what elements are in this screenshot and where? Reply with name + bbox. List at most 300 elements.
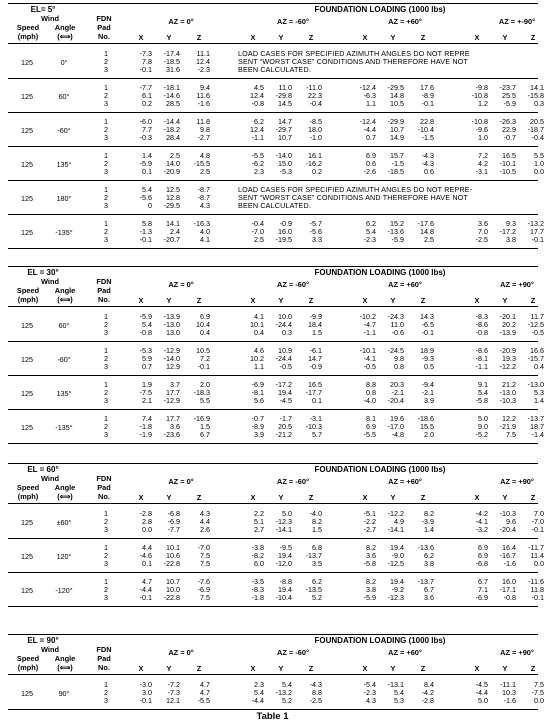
value-column-10 (490, 118, 516, 143)
axis-header-z: Z (196, 664, 202, 673)
cell-value: -0.1 (531, 593, 544, 603)
cell-value: 10.0 (278, 312, 292, 321)
pad-number: 2 (104, 517, 108, 527)
value-column-0 (126, 381, 152, 406)
cell-value: 6.7 (424, 585, 434, 595)
cell-value: 6.9 (366, 151, 376, 160)
cell-value: -29.7 (275, 125, 292, 135)
pad-number: 2 (104, 585, 108, 595)
note-line: SENT “WORST CASE” CONDITIONS AND THEREFORE HAVE NOT (238, 193, 468, 203)
pad-numbers (100, 220, 112, 245)
value-column-9 (462, 84, 488, 109)
cell-value: 2.5 (170, 151, 180, 160)
cell-value: -7.7 (167, 525, 180, 535)
value-column-1 (154, 510, 180, 535)
cell-value: -18.2 (163, 125, 180, 135)
value-column-10 (490, 347, 516, 372)
value-column-0 (126, 510, 152, 535)
axis-header-z: Z (420, 296, 426, 305)
cell-value: 1.0 (478, 133, 488, 143)
value-column-10 (490, 220, 516, 245)
cell-value: -3.0 (139, 680, 152, 689)
cell-value: 1.2 (478, 99, 488, 109)
no-label: No. (98, 295, 110, 304)
cell-value: -0.1 (421, 328, 434, 338)
cell-value: 10.1 (166, 543, 180, 552)
cell-value: 0.0 (534, 167, 544, 177)
cell-value: -13.2 (527, 219, 544, 228)
cell-value: -5.9 (139, 312, 152, 321)
table-row (8, 376, 544, 410)
value-column-3 (238, 381, 264, 406)
pad-number: 1 (104, 312, 108, 321)
cell-value: -0.1 (139, 593, 152, 603)
cell-value: -8.9 (421, 91, 434, 101)
pad-number: 2 (104, 422, 108, 432)
cell-value: -8.8 (279, 577, 292, 586)
cell-value: -0.9 (279, 219, 292, 228)
value-column-8 (408, 544, 434, 569)
wind-speed: 125 (21, 58, 33, 67)
wind-speed: 125 (21, 423, 33, 432)
cell-value: 4.9 (394, 517, 404, 527)
axis-header-x: X (138, 33, 144, 42)
cell-value: 11.7 (530, 312, 544, 321)
pad-numbers (100, 681, 112, 706)
axis-header-y: Y (166, 664, 172, 673)
value-column-2 (184, 544, 210, 569)
cell-value: -4.1 (363, 354, 376, 364)
table-row (8, 215, 544, 249)
cell-value: 9.4 (200, 83, 210, 92)
cell-value: -10.8 (471, 117, 488, 126)
cell-value: -26.3 (499, 117, 516, 126)
cell-value: 2.6 (200, 525, 210, 535)
table-row (8, 147, 544, 181)
cell-value: -5.3 (279, 167, 292, 177)
cell-value: -8.7 (197, 185, 210, 194)
value-column-8 (408, 84, 434, 109)
cell-value: 7.5 (200, 559, 210, 569)
no-label: No. (98, 492, 110, 501)
cell-value: -20.4 (387, 396, 404, 406)
cell-value: 6.9 (200, 312, 210, 321)
azimuth-header-1: AZ = -60° (277, 280, 309, 289)
value-column-1 (154, 681, 180, 706)
cell-value: -4.0 (309, 509, 322, 518)
cell-value: -22.8 (163, 593, 180, 603)
cell-value: 20.5 (530, 117, 544, 126)
cell-value: -11.0 (306, 83, 322, 92)
not-calculated-note (238, 50, 538, 75)
wind-speed: 125 (21, 518, 33, 527)
foundation-loading-title: FOUNDATION LOADING (1000 lbs) (314, 268, 446, 277)
cell-value: -2.2 (363, 517, 376, 527)
wind-angle: 120° (56, 552, 72, 561)
cell-value: -12.2 (499, 362, 516, 372)
cell-value: 11.8 (196, 117, 210, 126)
cell-value: 20.5 (278, 422, 292, 432)
cell-value: -2.8 (139, 509, 152, 518)
value-column-5 (296, 152, 322, 177)
pad-number: 3 (104, 167, 108, 177)
cell-value: 4.2 (478, 159, 488, 169)
value-column-8 (408, 220, 434, 245)
cell-value: -10.4 (417, 125, 434, 135)
cell-value: 5.0 (478, 696, 488, 706)
cell-value: 5.7 (312, 430, 322, 440)
cell-value: 14.5 (278, 99, 292, 109)
value-column-5 (296, 681, 322, 706)
value-column-4 (266, 578, 292, 603)
wind-angle: 60° (58, 321, 70, 330)
cell-value: -2.7 (363, 525, 376, 535)
cell-value: 8.4 (424, 680, 434, 689)
cell-value: 14.8 (390, 91, 404, 101)
note-line: LOAD CASES FOR SPECIFIED AZIMUTH ANGLES DO NOT REPRE (238, 49, 470, 58)
axis-header-x: X (138, 296, 144, 305)
value-column-4 (266, 681, 292, 706)
value-column-3 (238, 578, 264, 603)
cell-value: 2.5 (200, 167, 210, 177)
value-column-5 (296, 220, 322, 245)
axis-header-y: Y (278, 493, 284, 502)
cell-value: 4.7 (200, 680, 210, 689)
cell-value: 5.0 (478, 414, 488, 423)
cell-value: -7.5 (531, 688, 544, 698)
cell-value: -20.7 (163, 235, 180, 245)
cell-value: 10.7 (278, 133, 292, 143)
cell-value: -20.4 (499, 525, 516, 535)
value-column-2 (184, 510, 210, 535)
cell-value: -8.6 (475, 320, 488, 330)
foundation-loading-title: FOUNDATION LOADING (1000 lbs) (314, 636, 446, 645)
cell-value: -10.3 (305, 422, 322, 432)
cell-value: 12.4 (196, 57, 210, 67)
value-column-6 (350, 347, 376, 372)
cell-value: 19.6 (390, 414, 404, 423)
value-column-9 (462, 510, 488, 535)
cell-value: 10.6 (166, 551, 180, 561)
wind-label: Wind (41, 645, 59, 654)
no-label: No. (98, 663, 110, 672)
cell-value: 9.8 (200, 125, 210, 135)
axis-header-z: Z (420, 493, 426, 502)
cell-value: 1.4 (534, 396, 544, 406)
cell-value: -17.6 (417, 219, 434, 228)
cell-value: -8.7 (197, 193, 210, 203)
speed-label: Speed (16, 286, 40, 295)
cell-value: 19.4 (390, 543, 404, 552)
value-column-9 (462, 681, 488, 706)
cell-value: -9.6 (475, 125, 488, 135)
axis-header-z: Z (196, 33, 202, 42)
cell-value: -7.5 (139, 388, 152, 398)
cell-value: 9.1 (478, 380, 488, 389)
cell-value: -24.3 (387, 312, 404, 321)
pad-numbers (100, 313, 112, 338)
pad-number: 1 (104, 680, 108, 689)
cell-value: 4.3 (366, 696, 376, 706)
note-line: SENT “WORST CASE” CONDITIONS AND THEREFORE HAVE NOT (238, 57, 468, 67)
cell-value: 5.4 (254, 688, 264, 698)
pad-numbers (100, 186, 112, 211)
value-column-3 (238, 118, 264, 143)
cell-value: -10.8 (471, 91, 488, 101)
cell-value: 8.2 (312, 517, 322, 527)
cell-value: 14.1 (530, 83, 544, 92)
section-top-rule (8, 266, 538, 267)
cell-value: -13.0 (499, 388, 516, 398)
value-column-2 (184, 578, 210, 603)
cell-value: 0.0 (534, 559, 544, 569)
cell-value: -11.1 (500, 680, 516, 689)
value-column-1 (154, 347, 180, 372)
pad-number: 3 (104, 328, 108, 338)
cell-value: -4.8 (391, 430, 404, 440)
cell-value: -9.8 (475, 83, 488, 92)
pad-number: 1 (104, 151, 108, 160)
cell-value: -1.9 (139, 430, 152, 440)
cell-value: 13.0 (166, 328, 180, 338)
foundation-loading-title: FOUNDATION LOADING (1000 lbs) (314, 5, 446, 14)
cell-value: -15.7 (527, 354, 544, 364)
table-row (8, 342, 544, 376)
not-calculated-note (238, 186, 538, 211)
axis-header-x: X (474, 33, 480, 42)
cell-value: 16.0 (502, 577, 516, 586)
foundation-loading-title: FOUNDATION LOADING (1000 lbs) (314, 465, 446, 474)
pad-number: 1 (104, 346, 108, 355)
section-top-rule (8, 3, 538, 4)
cell-value: 16.5 (502, 151, 516, 160)
cell-value: 3.8 (366, 585, 376, 595)
cell-value: -0.9 (309, 362, 322, 372)
cell-value: -7.2 (167, 680, 180, 689)
wind-speed: 125 (21, 194, 33, 203)
cell-value: 0.2 (312, 167, 322, 177)
table-row (8, 308, 544, 342)
cell-value: 7.1 (478, 585, 488, 595)
cell-value: 8.2 (366, 543, 376, 552)
section-bottom-rule (8, 709, 538, 710)
cell-value: -9.5 (279, 543, 292, 552)
cell-value: -1.0 (309, 133, 322, 143)
cell-value: -12.9 (163, 396, 180, 406)
value-column-3 (238, 415, 264, 440)
value-column-8 (408, 118, 434, 143)
cell-value: 10.7 (166, 577, 180, 586)
cell-value: 8.2 (366, 577, 376, 586)
value-column-1 (154, 544, 180, 569)
cell-value: -14.1 (387, 525, 404, 535)
cell-value: -9.2 (391, 585, 404, 595)
cell-value: 9.8 (394, 354, 404, 364)
cell-value: -6.9 (475, 593, 488, 603)
value-column-7 (378, 510, 404, 535)
cell-value: 5.4 (142, 320, 152, 330)
cell-value: 28.4 (166, 133, 180, 143)
cell-value: 7.5 (200, 593, 210, 603)
cell-value: 1.0 (534, 159, 544, 169)
cell-value: 5.9 (142, 354, 152, 364)
value-column-4 (266, 510, 292, 535)
cell-value: -15.5 (193, 159, 210, 169)
cell-value: -13.7 (527, 414, 544, 423)
cell-value: -20.1 (499, 312, 516, 321)
cell-value: -4.7 (363, 320, 376, 330)
axis-header-x: X (362, 296, 368, 305)
pad-numbers (100, 510, 112, 535)
value-column-0 (126, 578, 152, 603)
cell-value: 5.4 (282, 680, 292, 689)
pad-number: 2 (104, 320, 108, 330)
speed-unit: (mph) (17, 295, 39, 304)
cell-value: -11.6 (528, 577, 544, 586)
value-column-1 (154, 152, 180, 177)
value-column-7 (378, 347, 404, 372)
value-column-0 (126, 118, 152, 143)
wind-speed: 125 (21, 321, 33, 330)
value-column-3 (238, 681, 264, 706)
table-section-3 (8, 634, 544, 710)
value-column-9 (462, 220, 488, 245)
cell-value: 3.9 (424, 396, 434, 406)
value-column-2 (184, 84, 210, 109)
cell-value: -20.9 (163, 167, 180, 177)
cell-value: -0.8 (251, 99, 264, 109)
section-top-rule (8, 463, 538, 464)
cell-value: 7.5 (200, 551, 210, 561)
cell-value: -14.0 (275, 151, 292, 160)
pad-number: 1 (104, 577, 108, 586)
value-column-9 (462, 381, 488, 406)
azimuth-header-0: AZ = 0° (168, 648, 194, 657)
cell-value: -3.2 (475, 525, 488, 535)
value-column-2 (184, 152, 210, 177)
value-column-9 (462, 347, 488, 372)
cell-value: 3.8 (424, 559, 434, 569)
cell-value: 5.8 (142, 219, 152, 228)
cell-value: -20.9 (499, 346, 516, 355)
value-column-1 (154, 313, 180, 338)
cell-value: 12.1 (166, 696, 180, 706)
cell-value: 22.3 (308, 91, 322, 101)
value-column-2 (184, 347, 210, 372)
cell-value: -12.2 (387, 509, 404, 518)
cell-value: 2.0 (424, 430, 434, 440)
value-column-3 (238, 313, 264, 338)
cell-value: -18.1 (163, 83, 180, 92)
value-column-7 (378, 381, 404, 406)
cell-value: 17.7 (166, 414, 180, 423)
angle-label: Angle (54, 654, 76, 663)
value-column-6 (350, 118, 376, 143)
cell-value: 18.0 (308, 125, 322, 135)
cell-value: -0.4 (309, 99, 322, 109)
value-column-9 (462, 544, 488, 569)
cell-value: -12.3 (387, 593, 404, 603)
cell-value: -9.3 (421, 354, 434, 364)
cell-value: 25.5 (502, 91, 516, 101)
value-column-6 (350, 220, 376, 245)
cell-value: 5.5 (200, 396, 210, 406)
wind-angle: -135° (55, 423, 73, 432)
section-bottom-rule (8, 443, 538, 444)
pad-numbers (100, 118, 112, 143)
wind-speed: 125 (21, 355, 33, 364)
cell-value: 2.3 (254, 680, 264, 689)
axis-header-y: Y (278, 296, 284, 305)
value-column-3 (238, 152, 264, 177)
section-bottom-rule (8, 248, 538, 249)
cell-value: 2.5 (424, 235, 434, 245)
pad-number: 3 (104, 396, 108, 406)
cell-value: 12.2 (502, 414, 516, 423)
cell-value: 4.1 (254, 312, 264, 321)
cell-value: -24.4 (275, 354, 292, 364)
cell-value: -0.5 (531, 328, 544, 338)
cell-value: -12.4 (359, 117, 376, 126)
cell-value: -6.8 (167, 509, 180, 518)
value-column-0 (126, 50, 152, 75)
cell-value: -5.9 (139, 159, 152, 169)
cell-value: -0.5 (363, 362, 376, 372)
cell-value: -21.9 (499, 422, 516, 432)
azimuth-header-2: AZ = +60° (388, 17, 422, 26)
cell-value: -0.4 (531, 133, 544, 143)
cell-value: -13.7 (305, 551, 322, 561)
value-column-2 (184, 118, 210, 143)
cell-value: -10.5 (499, 167, 516, 177)
pad-number: 2 (104, 688, 108, 698)
pad-numbers (100, 544, 112, 569)
cell-value: 19.4 (278, 551, 292, 561)
cell-value: 4.1 (200, 235, 210, 245)
value-column-2 (184, 186, 210, 211)
cell-value: 9.0 (478, 422, 488, 432)
cell-value: -13.7 (417, 577, 434, 586)
cell-value: -1.5 (421, 133, 434, 143)
cell-value: -13.6 (417, 543, 434, 552)
cell-value: 3.6 (424, 593, 434, 603)
value-column-11 (518, 220, 544, 245)
axis-header-y: Y (502, 296, 508, 305)
cell-value: -12.5 (527, 320, 544, 330)
axis-header-y: Y (390, 296, 396, 305)
cell-value: 1.5 (312, 328, 322, 338)
header-rule (8, 43, 538, 44)
cell-value: 16.1 (308, 151, 322, 160)
cell-value: 20.2 (502, 320, 516, 330)
cell-value: -5.5 (197, 696, 210, 706)
pad-number: 1 (104, 543, 108, 552)
cell-value: -12.5 (387, 559, 404, 569)
cell-value: -8.3 (251, 585, 264, 595)
value-column-10 (490, 152, 516, 177)
cell-value: -0.1 (139, 65, 152, 75)
value-column-0 (126, 186, 152, 211)
wind-angle: -135° (55, 228, 73, 237)
wind-angle: -120° (55, 586, 73, 595)
cell-value: -7.0 (531, 517, 544, 527)
cell-value: -5.6 (309, 227, 322, 237)
cell-value: -12.4 (359, 83, 376, 92)
cell-value: 5.2 (282, 696, 292, 706)
cell-value: -0.8 (139, 328, 152, 338)
cell-value: -18.5 (163, 57, 180, 67)
cell-value: -10.4 (275, 593, 292, 603)
